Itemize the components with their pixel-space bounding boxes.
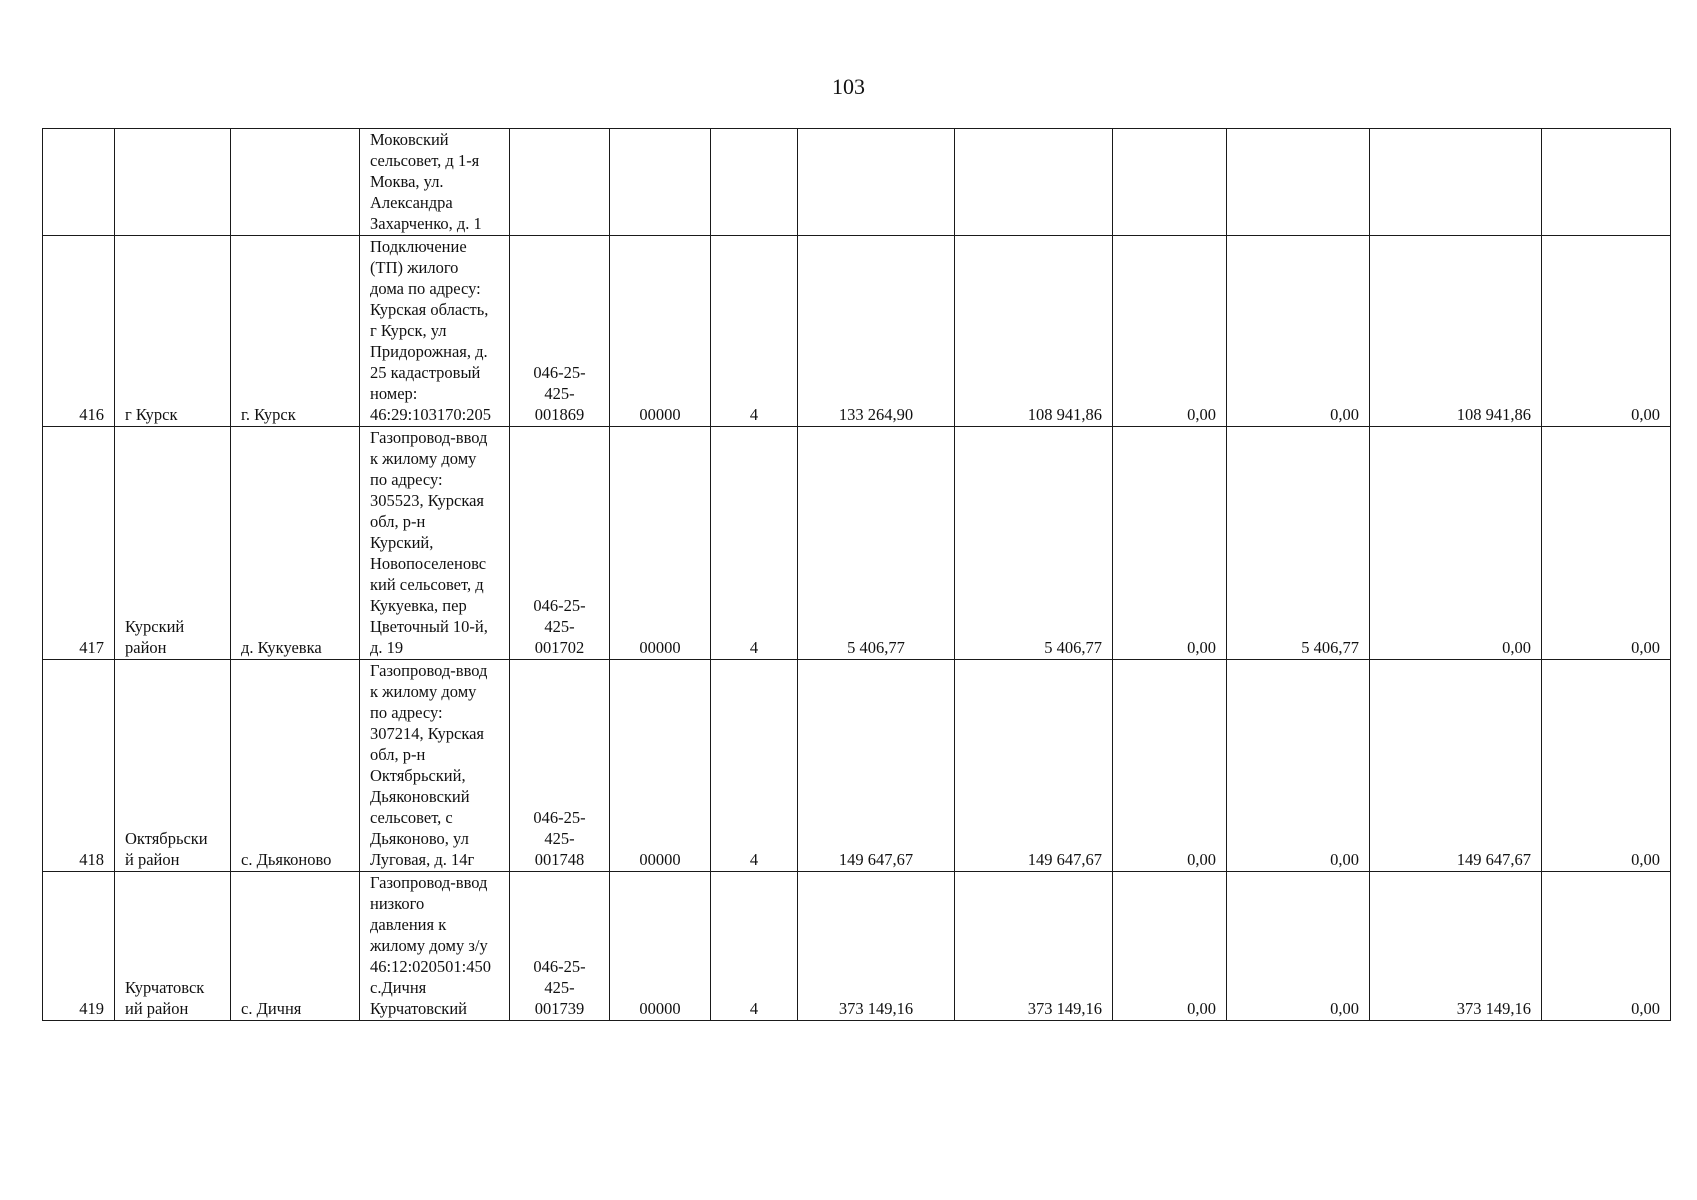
table-row [43, 660, 1671, 872]
category-cell: 4 [711, 427, 798, 660]
table-row [43, 236, 1671, 427]
description-cell: Газопровод-ввод к жилому дому по адресу: 305523, Курская обл, р-н Курский, Новопоселеновс кий сельсовет, д Кукуевка, пер Цветочный 10-й, д. 19 [360, 427, 510, 660]
amount-6-cell: 0,00 [1542, 236, 1671, 427]
description-cell: Подключение (ТП) жилого дома по адресу: Курская область, г Курск, ул Придорожная, д. 25 кадастровый номер: 46:29:103170:205 [360, 236, 510, 427]
amount-5-cell: 0,00 [1370, 427, 1542, 660]
locality-cell: с. Дьяконово [231, 660, 360, 872]
amount-1-cell: 5 406,77 [798, 427, 955, 660]
district-cell: г Курск [115, 236, 231, 427]
amount-3-cell: 0,00 [1113, 660, 1227, 872]
amount-1-cell: 373 149,16 [798, 872, 955, 1021]
amount-2-cell: 373 149,16 [955, 872, 1113, 1021]
contract-cell [510, 129, 610, 236]
amount-6-cell: 0,00 [1542, 872, 1671, 1021]
amount-2-cell [955, 129, 1113, 236]
locality-cell [231, 129, 360, 236]
amount-6-cell [1542, 129, 1671, 236]
amount-4-cell: 0,00 [1227, 872, 1370, 1021]
locality-cell: с. Дичня [231, 872, 360, 1021]
amount-5-cell: 149 647,67 [1370, 660, 1542, 872]
code-cell: 00000 [610, 660, 711, 872]
amount-5-cell: 373 149,16 [1370, 872, 1542, 1021]
district-cell [115, 129, 231, 236]
district-cell: Курский район [115, 427, 231, 660]
code-cell: 00000 [610, 236, 711, 427]
amount-2-cell: 5 406,77 [955, 427, 1113, 660]
locality-cell: д. Кукуевка [231, 427, 360, 660]
category-cell: 4 [711, 236, 798, 427]
amount-5-cell [1370, 129, 1542, 236]
amount-3-cell [1113, 129, 1227, 236]
amount-1-cell: 149 647,67 [798, 660, 955, 872]
code-cell: 00000 [610, 872, 711, 1021]
category-cell: 4 [711, 660, 798, 872]
locality-cell: г. Курск [231, 236, 360, 427]
page-number: 103 [832, 74, 865, 99]
amount-3-cell: 0,00 [1113, 236, 1227, 427]
district-cell: Курчатовск ий район [115, 872, 231, 1021]
amount-4-cell: 0,00 [1227, 660, 1370, 872]
contract-cell: 046-25- 425- 001748 [510, 660, 610, 872]
objects-table [42, 128, 1671, 1021]
amount-4-cell: 5 406,77 [1227, 427, 1370, 660]
code-cell [610, 129, 711, 236]
description-cell: Газопровод-ввод к жилому дому по адресу: 307214, Курская обл, р-н Октябрьский, Дьяконовский сельсовет, с Дьяконово, ул Луговая, д. 14г [360, 660, 510, 872]
row-number: 419 [43, 872, 115, 1021]
amount-3-cell: 0,00 [1113, 427, 1227, 660]
row-number: 417 [43, 427, 115, 660]
contract-cell: 046-25- 425- 001869 [510, 236, 610, 427]
row-number: 418 [43, 660, 115, 872]
table-row [43, 427, 1671, 660]
amount-2-cell: 108 941,86 [955, 236, 1113, 427]
amount-6-cell: 0,00 [1542, 660, 1671, 872]
category-cell: 4 [711, 872, 798, 1021]
row-number [43, 129, 115, 236]
amount-3-cell: 0,00 [1113, 872, 1227, 1021]
amount-4-cell: 0,00 [1227, 236, 1370, 427]
district-cell: Октябрьски й район [115, 660, 231, 872]
amount-1-cell [798, 129, 955, 236]
amount-5-cell: 108 941,86 [1370, 236, 1542, 427]
contract-cell: 046-25- 425- 001739 [510, 872, 610, 1021]
code-cell: 00000 [610, 427, 711, 660]
contract-cell: 046-25- 425- 001702 [510, 427, 610, 660]
category-cell [711, 129, 798, 236]
description-cell: Моковский сельсовет, д 1-я Моква, ул. Александра Захарченко, д. 1 [360, 129, 510, 236]
amount-2-cell: 149 647,67 [955, 660, 1113, 872]
amount-1-cell: 133 264,90 [798, 236, 955, 427]
table-row [43, 129, 1671, 236]
amount-4-cell [1227, 129, 1370, 236]
row-number: 416 [43, 236, 115, 427]
table-row [43, 872, 1671, 1021]
description-cell: Газопровод-ввод низкого давления к жилому дому з/у 46:12:020501:450 с.Дичня Курчатовский [360, 872, 510, 1021]
amount-6-cell: 0,00 [1542, 427, 1671, 660]
